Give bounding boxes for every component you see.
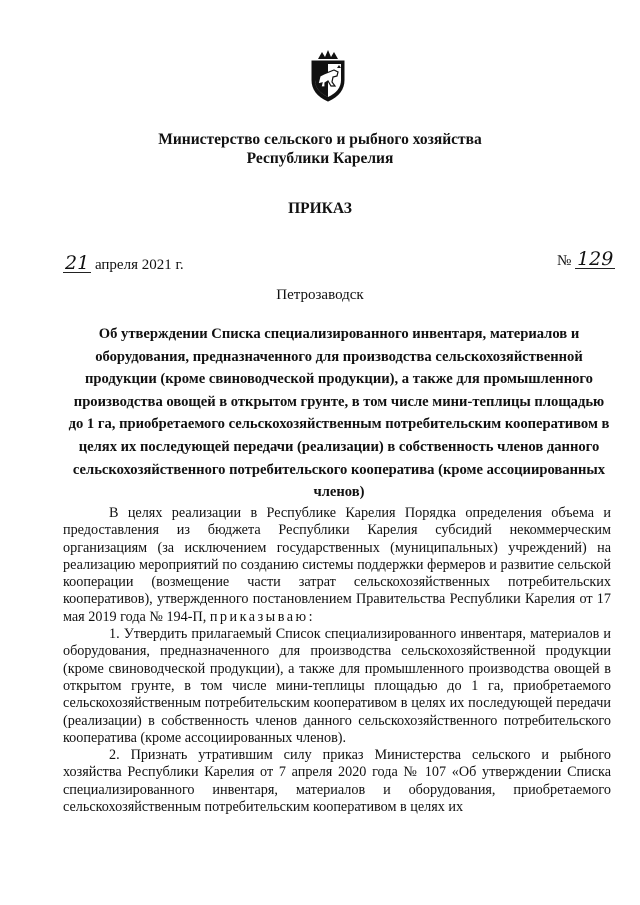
- item-2: 2. Признать утратившим силу приказ Министерства сельского и рыбного хозяйства Республики Карелия от 7 апреля 2020 года № 107 «Об утверждении Списка специализированного инвентаря, материалов и оборудования, приобретаемого сельскохозяйственным потребительским кооперативом в целях их: [63, 747, 611, 816]
- ministry-name-line2: Республики Карелия: [246, 150, 394, 167]
- intro-paragraph: [63, 505, 611, 626]
- ministry-name-line1: Министерство сельского и рыбного хозяйства: [158, 131, 482, 148]
- number-value-handwritten: 129: [577, 248, 614, 270]
- body-text: [63, 505, 611, 816]
- order-date: [63, 254, 184, 274]
- date-month-year: апреля 2021 г.: [94, 257, 184, 273]
- item-1: 1. Утвердить прилагаемый Список специализированного инвентаря, материалов и оборудования, предназначенного для производства сельскохозяйственной продукции (кроме свиноводческой продукции), а также для промышленного производства овощей в открытом грунте, в том числе мини-теплицы площадью до 1 га, приобретаемого сельскохозяйственным потребительским кооперативом в целях их последующей передачи (реализации) в собственность членов данного сельскохозяйственного потребительского кооператива (кроме ассоциированных членов).: [63, 626, 611, 746]
- prikazyvayu-text: приказываю:: [209, 608, 316, 625]
- karelia-coat-of-arms-icon: [307, 50, 349, 102]
- order-number: [557, 250, 615, 270]
- number-sign: №: [557, 253, 572, 269]
- order-title: ПРИКАЗ: [288, 200, 352, 217]
- document-title: Об утверждении Списка специализированного инвентаря, материалов и оборудования, предназначенного для производства сельскохозяйственной продукции (кроме свиноводческой продукции), а также для промышленного производства овощей в открытом грунте, в том числе мини-теплицы площадью до 1 га, приобретаемого сельскохозяйственным потребительским кооперативом в целях их последующей передачи (реализации) в собственность членов данного сельскохозяйственного потребительского кооператива (кроме ассоциированных членов): [68, 326, 610, 501]
- intro-text: В целях реализации в Республике Карелия Порядка определения объема и предоставления из бюджета Республики Карелия субсидий некоммерческим организациям (за исключением государственных (муниципальных) учреждений) на реализацию мероприятий по созданию системы поддержки фермеров и развитие сельской кооперации (возмещение части затрат сельскохозяйственных потребительских кооперативов), утвержденного постановлением Правительства Республики Карелия от 17 мая 2019 года № 194-П,: [63, 505, 611, 625]
- date-day-handwritten: 21: [65, 252, 90, 274]
- city-name: Петрозаводск: [276, 287, 364, 303]
- coat-of-arms-emblem: [307, 50, 349, 102]
